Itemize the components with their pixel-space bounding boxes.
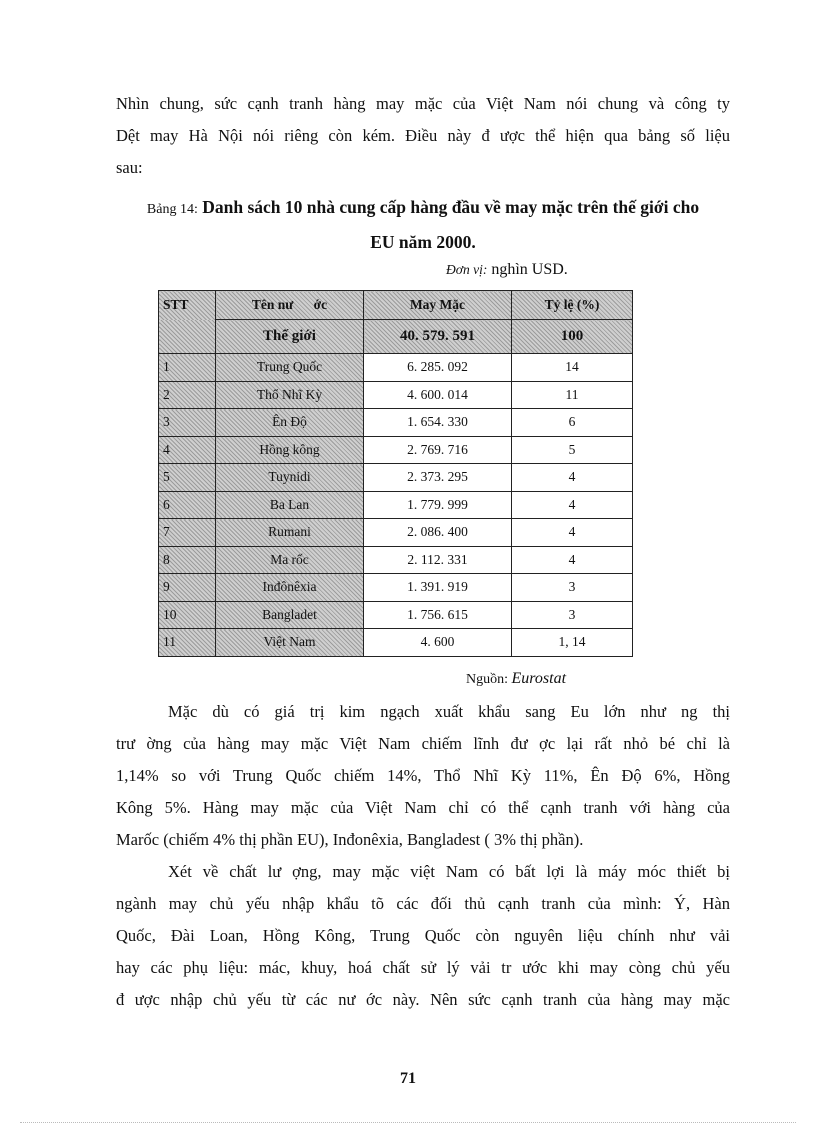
world-share: 100 — [512, 320, 633, 354]
source-note — [466, 668, 566, 691]
row-country: Ba Lan — [216, 491, 364, 519]
paragraph-intro — [116, 88, 730, 184]
row-stt: 10 — [159, 601, 216, 629]
row-stt: 6 — [159, 491, 216, 519]
unit-note — [446, 258, 568, 282]
row-value: 1. 391. 919 — [364, 574, 512, 602]
row-share: 4 — [512, 546, 633, 574]
text-line: trư ờng của hàng may mặc Việt Nam chiếm lĩnh đư ợc lại rất nhỏ bé chỉ là — [116, 734, 730, 753]
table-row — [159, 381, 633, 409]
header-apparel: May Mặc — [364, 291, 512, 320]
text-line: Marốc (chiếm 4% thị phần EU), Inđonêxia, Bangladest ( 3% thị phần). — [116, 830, 584, 849]
row-share: 3 — [512, 574, 633, 602]
row-country: Thổ Nhĩ Kỳ — [216, 381, 364, 409]
row-stt: 3 — [159, 409, 216, 437]
text-line: ngành may chủ yếu nhập khẩu tõ các đối thủ cạnh tranh của mình: Ý, Hàn — [116, 894, 730, 913]
row-value: 2. 373. 295 — [364, 464, 512, 492]
caption-title: Danh sách 10 nhà cung cấp hàng đầu về may mặc trên thế giới cho — [202, 197, 700, 217]
text-line: Quốc, Đài Loan, Hồng Kông, Trung Quốc còn nguyên liệu chính như vải — [116, 926, 730, 945]
world-value: 40. 579. 591 — [364, 320, 512, 354]
row-stt: 8 — [159, 546, 216, 574]
table-header-row — [159, 291, 633, 320]
caption-title-line2: EU năm 2000. — [370, 232, 476, 252]
caption-label: Bảng 14: — [146, 202, 198, 217]
row-share: 11 — [512, 381, 633, 409]
table-row — [159, 519, 633, 547]
text-line: hay các phụ liệu: mác, khuy, hoá chất sử lý vải tr ước khi may còng chủ yếu — [116, 958, 730, 977]
world-name: Thế giới — [216, 320, 364, 354]
table-row — [159, 629, 633, 657]
table-row — [159, 464, 633, 492]
paragraph-market-share — [116, 696, 730, 856]
row-value: 1. 756. 615 — [364, 601, 512, 629]
text-line: sau: — [116, 158, 143, 177]
text-line: Xét về chất lư ợng, may mặc việt Nam có bất lợi là máy móc thiết bị — [168, 862, 730, 881]
row-stt: 11 — [159, 629, 216, 657]
row-share: 4 — [512, 464, 633, 492]
row-value: 1. 654. 330 — [364, 409, 512, 437]
row-share: 4 — [512, 491, 633, 519]
row-share: 6 — [512, 409, 633, 437]
row-value: 6. 285. 092 — [364, 354, 512, 382]
suppliers-table — [158, 290, 633, 657]
row-country: Rumani — [216, 519, 364, 547]
unit-value: nghìn USD. — [491, 261, 568, 278]
row-share: 3 — [512, 601, 633, 629]
table-row — [159, 574, 633, 602]
paragraph-quality — [116, 856, 730, 1016]
row-country: Hồng kông — [216, 436, 364, 464]
table-row — [159, 354, 633, 382]
header-share: Tỷ lệ (%) — [512, 291, 633, 320]
row-value: 1. 779. 999 — [364, 491, 512, 519]
row-stt: 9 — [159, 574, 216, 602]
row-stt: 4 — [159, 436, 216, 464]
row-country: Ên Độ — [216, 409, 364, 437]
header-stt: STT — [159, 291, 216, 320]
table-row — [159, 546, 633, 574]
header-country: Tên nư ớc — [216, 291, 364, 320]
row-stt: 5 — [159, 464, 216, 492]
row-value: 2. 769. 716 — [364, 436, 512, 464]
text-line: Mặc dù có giá trị kim ngạch xuất khẩu sang Eu lớn như ng thị — [168, 702, 730, 721]
table-caption — [116, 191, 730, 258]
source-label: Nguồn: — [466, 672, 508, 687]
text-line: Dệt may Hà Nội nói riêng còn kém. Điều này đ ược thể hiện qua bảng số liệu — [116, 126, 730, 145]
row-country: Ma rốc — [216, 546, 364, 574]
row-country: Việt Nam — [216, 629, 364, 657]
table-row-world — [159, 320, 633, 354]
text-line: 1,14% so với Trung Quốc chiếm 14%, Thổ Nhĩ Kỳ 11%, Ên Độ 6%, Hồng — [116, 766, 730, 785]
row-share: 1, 14 — [512, 629, 633, 657]
table-row — [159, 409, 633, 437]
row-value: 4. 600. 014 — [364, 381, 512, 409]
row-value: 2. 112. 331 — [364, 546, 512, 574]
row-country: Bangladet — [216, 601, 364, 629]
row-country: Inđônêxia — [216, 574, 364, 602]
row-country: Trung Quốc — [216, 354, 364, 382]
row-stt: 1 — [159, 354, 216, 382]
row-share: 14 — [512, 354, 633, 382]
table-row — [159, 491, 633, 519]
row-stt: 7 — [159, 519, 216, 547]
unit-label: Đơn vị: — [446, 262, 488, 277]
text-line: Kông 5%. Hàng may mặc của Việt Nam chỉ có thể cạnh tranh với hàng của — [116, 798, 730, 817]
source-value: Eurostat — [511, 670, 567, 687]
row-country: Tuynidi — [216, 464, 364, 492]
row-value: 4. 600 — [364, 629, 512, 657]
table-row — [159, 601, 633, 629]
row-value: 2. 086. 400 — [364, 519, 512, 547]
row-share: 4 — [512, 519, 633, 547]
page-number: 71 — [400, 1070, 416, 1087]
row-stt: 2 — [159, 381, 216, 409]
world-stt — [159, 320, 216, 354]
text-line: đ ược nhập chủ yếu từ các nư ớc này. Nên sức cạnh tranh của hàng may mặc — [116, 990, 730, 1009]
text-line: Nhìn chung, sức cạnh tranh hàng may mặc của Việt Nam nói chung và công ty — [116, 94, 730, 113]
table-row — [159, 436, 633, 464]
row-share: 5 — [512, 436, 633, 464]
